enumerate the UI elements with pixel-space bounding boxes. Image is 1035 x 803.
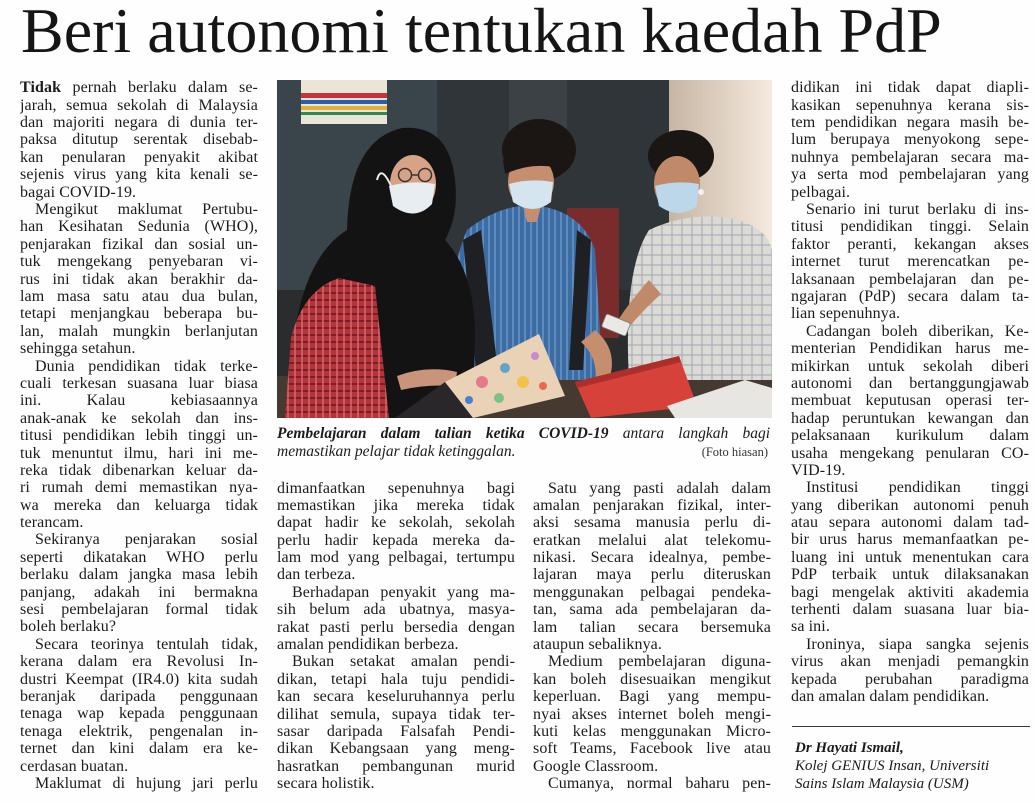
line-text: Mengikut maklumat Pertubu- xyxy=(35,201,258,219)
text-line xyxy=(533,775,771,792)
paragraph xyxy=(20,79,258,201)
text-line xyxy=(791,201,1029,218)
line-text: virus akan menjadi pemangkin xyxy=(791,653,1029,671)
caption-line xyxy=(277,425,770,443)
line-text: han Kesihatan Sedunia (WHO), xyxy=(20,218,258,236)
line-text: tan, sama ada pembelajaran da- xyxy=(533,601,771,619)
text-line xyxy=(533,514,771,531)
text-line xyxy=(277,549,515,566)
text-line xyxy=(20,392,258,409)
text-line xyxy=(533,636,771,653)
text-line xyxy=(533,653,771,670)
line-text: bir urus harus memanfaatkan pe- xyxy=(791,531,1029,549)
line-text: memastikan jika mereka tidak xyxy=(277,496,515,514)
line-text: keperluan. Bagi yang mempu- xyxy=(533,688,771,706)
line-text: sih belum ada ubatnya, masya- xyxy=(277,601,515,619)
line-text: pernah berlaku dalam se- xyxy=(72,79,258,97)
line-text: faktor peranti, kekangan akses xyxy=(791,235,1029,253)
line-text: terhenti dalam suasana luar bia- xyxy=(791,601,1029,619)
line-text: Dunia pendidikan tidak terke- xyxy=(35,357,258,375)
line-text: hasratkan pembangunan murid xyxy=(277,757,515,775)
text-line xyxy=(791,114,1029,131)
line-text: lan, malah mungkin berlanjutan xyxy=(20,322,258,340)
text-line xyxy=(277,480,515,497)
text-line xyxy=(533,723,771,740)
line-text: Secara teorinya tentulah tidak, xyxy=(35,635,258,653)
text-line xyxy=(20,479,258,496)
text-line xyxy=(533,619,771,636)
caption-text: antara langkah bagi xyxy=(622,425,770,442)
text-line xyxy=(791,149,1029,166)
line-text: sehingga setahun. xyxy=(20,340,136,358)
line-text: Sekiranya penjarakan sosial xyxy=(35,531,258,549)
line-text: yang diberikan autonomi penuh xyxy=(791,496,1029,514)
text-line xyxy=(20,775,258,792)
line-text: titusi pendidikan lebih tinggi un- xyxy=(20,427,258,445)
text-line xyxy=(20,618,258,635)
text-line xyxy=(277,532,515,549)
paragraph xyxy=(20,636,258,775)
article-column-4 xyxy=(791,79,1029,705)
line-text: kasikan sepenuhnya kerana sis- xyxy=(791,96,1029,114)
photo-caption xyxy=(277,425,770,461)
line-text: pelaksanaan kurikulum dalam xyxy=(791,427,1029,445)
text-line xyxy=(791,653,1029,670)
text-line xyxy=(791,184,1029,201)
line-text: aksi sesama manusia perlu di- xyxy=(533,514,771,532)
text-line xyxy=(791,218,1029,235)
line-text: Google Classroom. xyxy=(533,757,659,775)
text-line xyxy=(20,305,258,322)
paragraph xyxy=(791,479,1029,636)
text-line xyxy=(20,218,258,235)
text-line xyxy=(791,636,1029,653)
text-line xyxy=(277,671,515,688)
text-line xyxy=(20,531,258,548)
text-line xyxy=(791,288,1029,305)
text-line xyxy=(791,479,1029,496)
line-text: dikan Kebangsaan yang meng- xyxy=(277,740,515,758)
text-line xyxy=(791,410,1029,427)
line-text: rakat pasti perlu bersedia dengan xyxy=(277,618,515,636)
text-line xyxy=(791,671,1029,688)
text-line xyxy=(20,601,258,618)
line-text: lam masa satu atau dua bulan, xyxy=(20,287,258,305)
text-line xyxy=(20,740,258,757)
text-line xyxy=(20,236,258,253)
line-text: dikan, tetapi hala tuju pendidi- xyxy=(277,670,515,688)
line-text: VID-19. xyxy=(791,461,846,479)
text-line xyxy=(791,549,1029,566)
line-text: Senario ini turut berlaku di ins- xyxy=(806,201,1029,219)
author-name: Dr Hayati Ismail, xyxy=(795,740,904,756)
line-text: jarah, semua sekolah di Malaysia xyxy=(20,96,258,114)
text-line xyxy=(277,706,515,723)
line-text: tetapi menjangkau beberapa bu- xyxy=(20,305,258,323)
text-line xyxy=(533,601,771,618)
text-line xyxy=(791,392,1029,409)
line-text: bagi mengelak aktiviti akademia xyxy=(791,583,1029,601)
line-text: sasar daripada Falsafah Pendi- xyxy=(277,722,515,740)
text-line xyxy=(791,271,1029,288)
text-line xyxy=(533,688,771,705)
text-line xyxy=(20,166,258,183)
line-text: ini. Kalau kebiasaannya xyxy=(20,392,258,410)
text-line xyxy=(533,758,771,775)
line-text: seperti dikatakan WHO perlu xyxy=(20,548,258,566)
line-text: autonomi dan bertanggungjawab xyxy=(791,374,1029,392)
line-text: Berhadapan penyakit yang ma- xyxy=(292,583,515,601)
line-text: beranjak daripada penggunaan xyxy=(20,687,258,705)
text-line xyxy=(533,549,771,566)
text-line xyxy=(20,549,258,566)
text-line xyxy=(20,184,258,201)
text-line xyxy=(20,723,258,740)
line-text: dimanfaatkan sepenuhnya bagi xyxy=(277,479,515,497)
line-text: kepada perubahan paradigma xyxy=(791,670,1029,688)
line-text: sesi pembelajaran formal tidak xyxy=(20,601,258,619)
line-text: dan majoriti negara di dunia ter- xyxy=(20,114,258,132)
photo-credit: (Foto hiasan) xyxy=(701,445,768,459)
line-text: nikasi. Secara idealnya, pembe- xyxy=(533,549,771,567)
text-line xyxy=(20,636,258,653)
line-text: anak-anak ke sekolah dan ins- xyxy=(20,409,258,427)
text-line xyxy=(277,636,515,653)
text-line xyxy=(791,566,1029,583)
line-text: lam talian secara bersemuka xyxy=(533,618,771,636)
line-text: PdP terbaik untuk dilaksanakan xyxy=(791,566,1029,584)
text-line xyxy=(791,584,1029,601)
text-line xyxy=(791,131,1029,148)
text-line xyxy=(791,497,1029,514)
line-text: panjang, adakah ini bermakna xyxy=(20,583,258,601)
line-text: amalan penjarakan fizikal, inter- xyxy=(533,496,771,514)
text-line xyxy=(277,601,515,618)
text-line xyxy=(533,566,771,583)
text-line xyxy=(791,253,1029,270)
line-text: reka tidak dibenarkan keluar da- xyxy=(20,461,258,479)
text-line xyxy=(791,601,1029,618)
author-affiliation: Sains Islam Malaysia (USM) xyxy=(795,776,969,792)
text-line xyxy=(20,688,258,705)
text-line xyxy=(20,514,258,531)
text-line xyxy=(20,497,258,514)
caption-text-continued: memastikan pelajar tidak ketinggalan. xyxy=(277,443,516,460)
text-line xyxy=(277,740,515,757)
text-line xyxy=(791,166,1029,183)
line-text: perlu hadir kepada mereka da- xyxy=(277,531,515,549)
line-text: dilihat semula, supaya tidak ter- xyxy=(277,705,515,723)
paragraph xyxy=(20,358,258,532)
line-text: atau separa autonomi dalam tad- xyxy=(791,514,1029,532)
text-line xyxy=(20,705,258,722)
text-line xyxy=(20,79,258,96)
text-line xyxy=(791,462,1029,479)
line-text: ri rumah demi memastikan nya- xyxy=(20,479,258,497)
byline-divider xyxy=(792,726,1030,727)
line-text: dan terbeza. xyxy=(277,566,356,584)
text-line xyxy=(277,514,515,531)
text-line xyxy=(533,480,771,497)
line-text: dapat hadir ke sekolah, sekolah xyxy=(277,514,515,532)
text-line xyxy=(20,758,258,775)
article-column-3 xyxy=(533,480,771,793)
line-text: Ironinya, siapa sangka sejenis xyxy=(806,635,1029,653)
line-text: lum berupaya menyokong sepe- xyxy=(791,131,1029,149)
paragraph xyxy=(277,584,515,654)
text-line xyxy=(791,323,1029,340)
text-line xyxy=(791,79,1029,96)
text-line xyxy=(791,688,1029,705)
text-line xyxy=(20,427,258,444)
line-text: tenaga elektrik, pengenalan in- xyxy=(20,722,258,740)
text-line xyxy=(20,271,258,288)
text-line xyxy=(533,706,771,723)
line-text: Cadangan boleh diberikan, Ke- xyxy=(806,322,1029,340)
author-affiliation: Kolej GENIUS Insan, Universiti xyxy=(795,758,990,774)
line-text: tenaga wap kepada penggunaan xyxy=(20,705,258,723)
line-text: nyai akses internet boleh mengi- xyxy=(533,705,771,723)
text-line xyxy=(277,688,515,705)
line-text: lam mod yang pelbagai, tertumpu xyxy=(277,549,515,567)
text-line xyxy=(20,288,258,305)
line-text: Institusi pendidikan tinggi xyxy=(806,479,1029,497)
line-text: pelbagai. xyxy=(791,183,851,201)
text-line xyxy=(791,531,1029,548)
line-text: kan boleh disesuaikan mengikut xyxy=(533,670,771,688)
text-line xyxy=(791,427,1029,444)
line-text: boleh berlaku? xyxy=(20,618,117,636)
text-line xyxy=(20,445,258,462)
line-text: membuat keputusan operasi ter- xyxy=(791,392,1029,410)
text-line xyxy=(20,340,258,357)
text-line xyxy=(791,340,1029,357)
line-text: tem pendidikan negara masih be- xyxy=(791,114,1029,132)
byline xyxy=(795,739,1030,793)
text-line xyxy=(277,775,515,792)
paragraph xyxy=(791,323,1029,480)
line-text: penjarakan fizikal dan sosial un- xyxy=(20,235,258,253)
paragraph xyxy=(20,201,258,358)
text-line xyxy=(277,619,515,636)
line-text: usaha mengekang penularan CO- xyxy=(791,444,1029,462)
line-text: lajaran maya perlu diteruskan xyxy=(533,566,771,584)
article-column-2 xyxy=(277,480,515,793)
line-text: terancam. xyxy=(20,514,84,532)
line-text: eratkan melalui alat telekomu- xyxy=(533,531,771,549)
line-text: ataupun sebaliknya. xyxy=(533,636,662,654)
line-text: Satu yang pasti adalah dalam xyxy=(548,479,771,497)
line-text: kuti kelas menggunakan Micro- xyxy=(533,722,771,740)
text-line xyxy=(277,497,515,514)
text-line xyxy=(791,618,1029,635)
line-text: luang ini untuk menentukan cara xyxy=(791,548,1029,566)
line-text: berlaku dalam jangka masa lebih xyxy=(20,566,258,584)
line-text: secara holistik. xyxy=(277,775,375,793)
pennant xyxy=(301,80,387,124)
line-text: hadap peruntukan kewangan dan xyxy=(791,409,1029,427)
line-text: sejenis virus yang kita kenali se- xyxy=(20,166,258,184)
line-text: kerana dalam era Revolusi In- xyxy=(20,653,258,671)
line-text: sa ini. xyxy=(791,618,830,636)
article-column-1 xyxy=(20,79,258,792)
line-text: ternet dan kini dalam era ke- xyxy=(20,740,258,758)
text-line xyxy=(533,740,771,757)
text-line xyxy=(20,201,258,218)
text-line xyxy=(277,584,515,601)
line-text: Medium pembelajaran diguna- xyxy=(548,653,771,671)
line-text: tuk menuntut ilmu, hari ini me- xyxy=(20,444,258,462)
paragraph xyxy=(533,775,771,792)
line-text: ya serta mod pembelajaran yang xyxy=(791,166,1029,184)
text-line xyxy=(277,566,515,583)
paragraph xyxy=(533,653,771,775)
line-text: tuk mengekang penyebaran vi- xyxy=(20,253,258,271)
text-line xyxy=(791,305,1029,322)
text-line xyxy=(20,323,258,340)
paragraph xyxy=(791,79,1029,201)
line-text: amalan pendidikan berbeza. xyxy=(277,636,459,654)
text-line xyxy=(20,566,258,583)
line-text: wa mereka dan keluarga tidak xyxy=(20,496,258,514)
text-line xyxy=(533,532,771,549)
line-text: dustri Keempat (IR4.0) kita sudah xyxy=(20,670,258,688)
text-line xyxy=(533,497,771,514)
line-text: Maklumat di hujung jari perlu xyxy=(35,774,258,792)
paragraph xyxy=(277,480,515,584)
line-text: didikan ini tidak dapat diapli- xyxy=(791,79,1029,97)
line-text: titusi pendidikan tinggi. Selain xyxy=(791,218,1029,236)
line-text: menggunakan pelbagai pendeka- xyxy=(533,583,771,601)
lead-word: Tidak xyxy=(20,79,62,97)
text-line xyxy=(20,97,258,114)
line-text: rus ini tidak akan berakhir da- xyxy=(20,270,258,288)
text-line xyxy=(277,758,515,775)
text-line xyxy=(20,149,258,166)
text-line xyxy=(791,97,1029,114)
text-line xyxy=(20,358,258,375)
headline: Beri autonomi tentukan kaedah PdP xyxy=(21,0,942,66)
line-text: kan penularan penyakit akibat xyxy=(20,148,258,166)
text-line xyxy=(791,358,1029,375)
line-text: paksa ditutup serentak disebab- xyxy=(20,131,258,149)
line-text: Cumanya, normal baharu pen- xyxy=(548,775,771,793)
line-text: ngajaran (PdP) secara dalam ta- xyxy=(791,287,1029,305)
text-line xyxy=(791,236,1029,253)
article-photo xyxy=(277,80,772,418)
line-text: cuali terkesan suasana luar biasa xyxy=(20,374,258,392)
text-line xyxy=(20,375,258,392)
text-line xyxy=(791,445,1029,462)
paragraph xyxy=(20,775,258,792)
text-line xyxy=(20,671,258,688)
text-line xyxy=(533,671,771,688)
caption-highlight: Pembelajaran dalam talian ketika COVID-19 xyxy=(277,425,609,442)
line-text: dan amalan dalam pendidikan. xyxy=(791,687,990,705)
text-line xyxy=(533,584,771,601)
text-line xyxy=(277,723,515,740)
paragraph xyxy=(791,201,1029,323)
line-text: soft Teams, Facebook live atau xyxy=(533,740,771,758)
line-text: mikirkan untuk sekolah diberi xyxy=(791,357,1029,375)
line-text: kan secara keseluruhannya perlu xyxy=(277,688,515,706)
paragraph xyxy=(533,480,771,654)
paragraph xyxy=(277,653,515,792)
text-line xyxy=(20,462,258,479)
line-text: cerdasan buatan. xyxy=(20,757,129,775)
text-line xyxy=(20,131,258,148)
paragraph xyxy=(791,636,1029,706)
line-text: bagai COVID-19. xyxy=(20,183,137,201)
text-line xyxy=(20,653,258,670)
text-line xyxy=(20,253,258,270)
line-text: lian sepenuhnya. xyxy=(791,305,901,323)
line-text: laksanaan pembelajaran dan pe- xyxy=(791,270,1029,288)
text-line xyxy=(20,410,258,427)
text-line xyxy=(791,514,1029,531)
line-text: nuhnya pembelajaran secara ma- xyxy=(791,148,1029,166)
text-line xyxy=(791,375,1029,392)
caption-line xyxy=(277,443,770,461)
paragraph xyxy=(20,531,258,635)
line-text: internet turut merencatkan pe- xyxy=(791,253,1029,271)
line-text: menterian Pendidikan harus me- xyxy=(791,340,1029,358)
line-text: Bukan setakat amalan pendi- xyxy=(292,653,515,671)
text-line xyxy=(20,114,258,131)
text-line xyxy=(20,584,258,601)
text-line xyxy=(277,653,515,670)
